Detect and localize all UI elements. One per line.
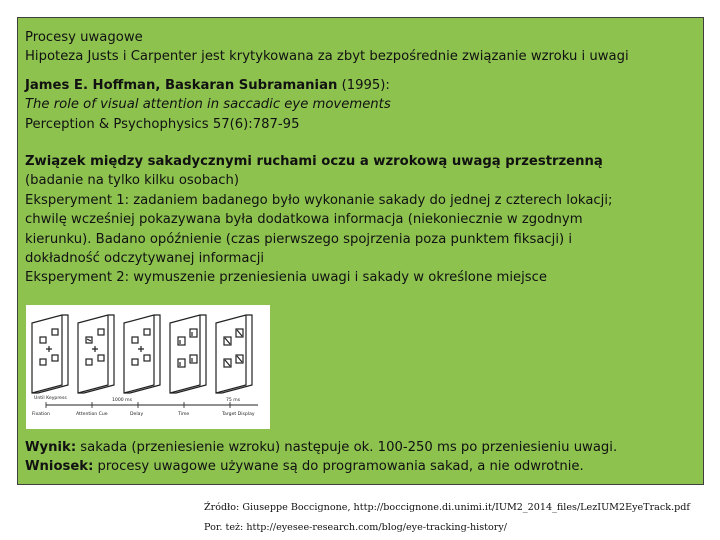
panel-mask [216, 315, 252, 393]
study-note: (badanie na tylko kilku osobach) [25, 173, 240, 189]
figure-label: Fixation [32, 412, 50, 417]
reference-block [25, 76, 697, 134]
exp1-line: chwilę wcześniej pokazywana była dodatkowa informacja (niekoniecznie w zgodnym [25, 212, 583, 228]
reference-journal: Perception & Psychophysics 57(6):787-95 [25, 116, 300, 132]
panel-target-display [170, 315, 206, 393]
figure-sublabel: Until Keypress [34, 396, 67, 401]
result-line [25, 438, 697, 457]
result-label: Wynik: [25, 440, 77, 455]
reference-authors: James E. Hoffman, Baskaran Subramanian [25, 78, 338, 93]
result-text: sakada (przeniesienie wzroku) następuje ok. 100-250 ms po przeniesieniu uwagi. [76, 440, 618, 455]
experiment-diagram [26, 305, 270, 429]
figure-label: Attention Cue [76, 412, 108, 417]
reference-year: (1995): [337, 78, 390, 93]
panel-delay [124, 315, 160, 393]
figure-label: Target Display [222, 412, 255, 417]
slide-title: Procesy uwagowe [25, 30, 143, 45]
source-link[interactable]: Źródło: Giuseppe Boccignone, http://boccignone.di.unimi.it/IUM2_2014_files/LezIUM2EyeTrack.pdf [204, 502, 690, 513]
conclusion-line [25, 457, 697, 476]
header-block [25, 28, 697, 67]
exp2-line: Eksperyment 2: wymuszenie przeniesienia uwagi i sakady w określone miejsce [25, 270, 548, 286]
reference-authors-line [25, 76, 697, 95]
figure-sublabel: 1000 ms [112, 398, 133, 403]
panel-fixation [32, 315, 68, 393]
figure-sublabel: 75 ms [226, 398, 241, 403]
result-block [25, 438, 697, 477]
experiment-figure [26, 305, 270, 429]
panel-attention-cue [78, 315, 114, 393]
exp1-line: Eksperyment 1: zadaniem badanego było wykonanie sakady do jednej z czterech lokacji; [25, 192, 613, 208]
slide-subtitle: Hipoteza Justs i Carpenter jest krytykowana za zbyt bezpośrednie związanie wzroku i uwagi [25, 49, 629, 65]
slide-content-box [17, 17, 704, 485]
exp1-line: dokładność odczytywanej informacji [25, 251, 265, 267]
study-block [25, 152, 697, 288]
see-also-link[interactable]: Por. też: http://eyesee-research.com/blog/eye-tracking-history/ [204, 522, 508, 533]
conclusion-label: Wniosek: [25, 459, 94, 475]
sources-block [204, 498, 690, 538]
reference-paper-title: The role of visual attention in saccadic eye movements [25, 97, 391, 113]
conclusion-text: procesy uwagowe używane są do programowania sakad, a nie odwrotnie. [93, 459, 584, 475]
exp1-line: kierunku). Badano opóźnienie (czas pierwszego spojrzenia poza punktem fiksacji) i [25, 231, 572, 247]
study-heading: Związek między sakadycznymi ruchami oczu a wzrokową uwagą przestrzenną [25, 154, 603, 169]
figure-label: Time [178, 412, 190, 417]
figure-label: Delay [130, 412, 144, 417]
